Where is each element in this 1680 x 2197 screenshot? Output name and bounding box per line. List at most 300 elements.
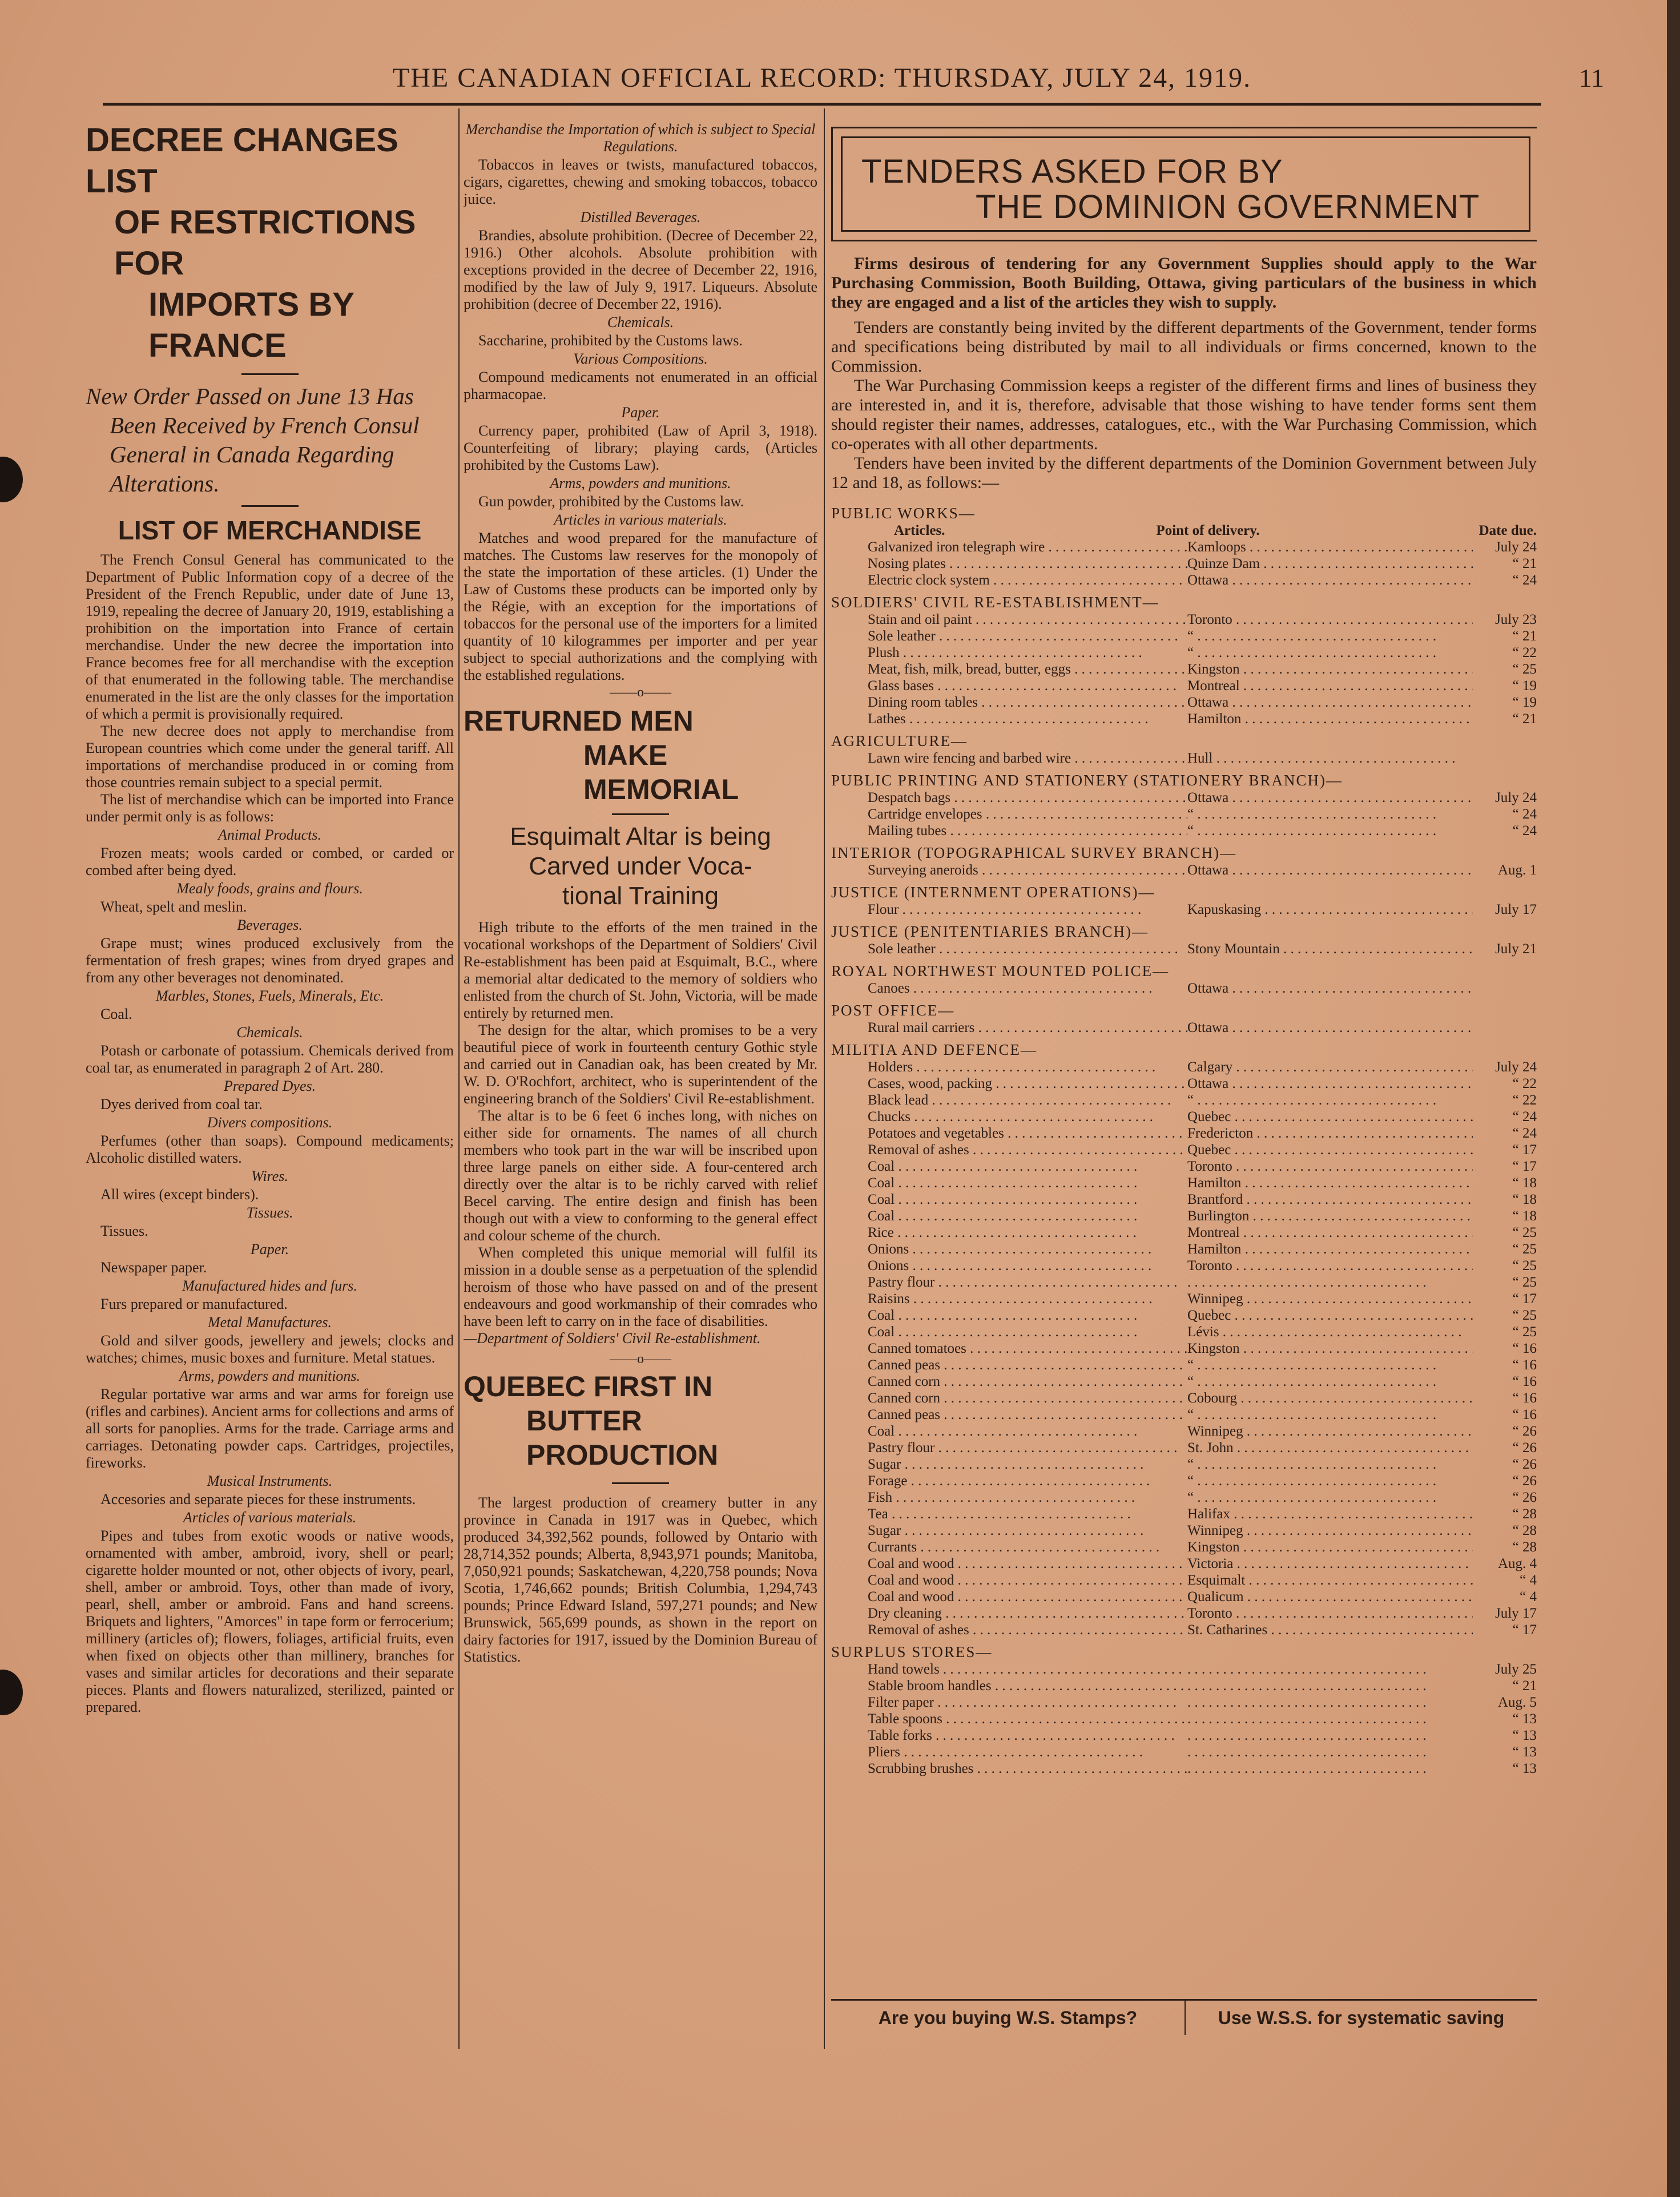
tender-article [831, 1760, 1187, 1777]
tender-article [831, 661, 1187, 678]
tender-section-heading: MILITIA AND DEFENCE— [831, 1041, 1037, 1058]
tender-point [1187, 1572, 1473, 1589]
tender-row [831, 1572, 1537, 1589]
tender-article-text: Galvanized iron telegraph wire [868, 539, 1045, 555]
tender-section-heading: PUBLIC PRINTING AND STATIONERY (STATIONERY BRANCH)— [831, 772, 1343, 789]
punch-hole [0, 1670, 23, 1715]
tender-point-text: Montreal [1187, 1225, 1240, 1240]
tender-date: “ 22 [1512, 645, 1537, 660]
tender-date [1473, 980, 1537, 997]
tender-article-text: Coal [868, 1159, 895, 1174]
tender-point-text: Hamilton [1187, 1241, 1242, 1257]
tender-date: “ 25 [1512, 1275, 1537, 1290]
tender-date: “ 22 [1512, 1076, 1537, 1091]
tender-point-text: “ [1187, 1357, 1194, 1373]
tender-point-text: Fredericton [1187, 1126, 1254, 1141]
tender-date: “ 25 [1512, 1241, 1537, 1257]
tender-article [831, 1456, 1187, 1473]
tender-point-text: Ottawa [1187, 573, 1229, 588]
tender-point [1187, 1539, 1473, 1555]
decree-sections [86, 827, 454, 1716]
tender-point [1187, 1075, 1473, 1092]
tender-column-headers [831, 522, 1537, 539]
section-text: Furs prepared or manufactured. [100, 1296, 288, 1312]
tender-row [831, 1678, 1537, 1694]
tender-row [831, 901, 1537, 918]
tender-point [1187, 711, 1473, 727]
tender-point [1187, 539, 1473, 555]
tender-point [1187, 1307, 1473, 1324]
tender-point [1187, 1473, 1473, 1489]
section-text: Accesories and separate pieces for these instruments. [100, 1491, 416, 1507]
tender-point [1187, 1760, 1473, 1777]
tender-row [831, 678, 1537, 694]
tender-row [831, 711, 1537, 727]
tender-row [831, 1473, 1537, 1489]
tender-article [831, 711, 1187, 727]
tender-date: “ 13 [1512, 1728, 1537, 1743]
tender-article [831, 1158, 1187, 1175]
tender-point-text: “ [1187, 1457, 1194, 1472]
decree-paragraph: The French Consul General has communicated to the Department of Public Information copy of a decree of the President of the French Republic, under date of June 13, 1919, repealing the decree of January 20, 1919, establishing a prohibition on the importation into France of certain merchandise. Under the new decree the importation into France becomes free for all merchandise with the exception of that enumerated in the following table. The merchandise enumerated in the list are the only classes for the importation of which a permit is provisionally required. [86, 551, 454, 722]
tender-article-text: Coal and wood [868, 1573, 954, 1588]
tender-article-text: Cases, wood, packing [868, 1076, 993, 1091]
tender-date: “ 28 [1512, 1523, 1537, 1538]
tender-article [831, 1539, 1187, 1555]
tender-article-text: Sole leather [868, 628, 936, 644]
tender-point-text: “ [1187, 1407, 1194, 1422]
tender-row [831, 1456, 1537, 1473]
footer-right: Use W.S.S. for systematic saving [1218, 2007, 1505, 2028]
tender-row [831, 1489, 1537, 1506]
headline-rule [612, 1482, 669, 1484]
tender-section-heading: JUSTICE (PENITENTIARIES BRANCH)— [831, 923, 1149, 940]
tender-article [831, 1406, 1187, 1423]
section-heading: Marbles, Stones, Fuels, Minerals, Etc. [155, 987, 384, 1004]
tender-section-heading: JUSTICE (INTERNMENT OPERATIONS)— [831, 884, 1155, 901]
section-text: Matches and wood prepared for the manufacture of matches. The Customs law reserves for the monopoly of the state the importation of these articles. (1) Under the Law of Customs these products can be imported only by the Régie, with an exception for the importations of tobaccos for the personal use of the importers for a limited quantity of 10 kilogrammes per importer and per year subject to special authorizations and the complying with the established regulations. [464, 530, 817, 683]
tender-date: “ 28 [1512, 1506, 1537, 1522]
divider: ——o—— [610, 685, 671, 700]
tender-article-text: Despatch bags [868, 790, 951, 805]
deck-rule [241, 505, 299, 507]
tender-point-text: “ [1187, 1473, 1194, 1489]
tender-point [1187, 750, 1473, 767]
col-date: Date due. [1478, 523, 1537, 538]
special-regulations [464, 121, 817, 684]
tender-row [831, 644, 1537, 661]
tender-point [1187, 789, 1473, 806]
section-text: Wheat, spelt and meslin. [100, 898, 247, 915]
tender-date: “ 17 [1512, 1159, 1537, 1174]
tender-point [1187, 862, 1473, 878]
tender-point [1187, 1357, 1473, 1373]
tender-date: “ 21 [1512, 556, 1537, 571]
tender-date: “ 16 [1512, 1357, 1537, 1373]
tender-row [831, 572, 1537, 588]
tender-article-text: Scrubbing brushes [868, 1761, 974, 1776]
tender-article-text: Table spoons [868, 1711, 942, 1727]
tender-date: “ 21 [1512, 711, 1537, 727]
tender-point [1187, 901, 1473, 918]
tender-point [1187, 661, 1473, 678]
tender-row [831, 1589, 1537, 1605]
tender-article [831, 750, 1187, 767]
tender-article-text: Currants [868, 1539, 917, 1555]
section-text: Grape must; wines produced exclusively from the fermentation of fresh grapes; wines from dryed grapes and from any other beverages not denominated. [86, 935, 454, 986]
tender-date: July 25 [1495, 1662, 1537, 1677]
tender-point-text: Kingston [1187, 662, 1240, 677]
tender-article-text: Holders [868, 1059, 913, 1075]
section-text: Gold and silver goods, jewellery and jewels; clocks and watches; chimes, music boxes and furniture. Metal statues. [86, 1332, 454, 1366]
tender-point-text: Ottawa [1187, 790, 1229, 805]
tender-article [831, 1075, 1187, 1092]
decree-paragraph: The new decree does not apply to merchandise from European countries which come under the general tariff. All importations of merchandise produced in or coming from those countries remain subject to a special permit. [86, 723, 454, 791]
tender-point-text: Kingston [1187, 1341, 1240, 1356]
section-text: Brandies, absolute prohibition. (Decree of December 22, 1916.) Other alcohols. Absolute prohibition with exceptions provided in the decree of December 22, 1916, modified by the law of July 9, 1917. Liqueurs. Absolute prohibition (decree of December 22, 1916). [464, 227, 817, 312]
tender-point [1187, 1340, 1473, 1357]
tender-article [831, 789, 1187, 806]
tender-article-text: Removal of ashes [868, 1622, 969, 1638]
tender-article-text: Canned peas [868, 1357, 941, 1373]
section-text: Dyes derived from coal tar. [100, 1096, 263, 1112]
tender-section-heading: SOLDIERS' CIVIL RE-ESTABLISHMENT— [831, 594, 1159, 611]
tender-article-text: Filter paper [868, 1695, 934, 1710]
tender-point-text: Winnipeg [1187, 1291, 1243, 1307]
tender-point [1187, 678, 1473, 694]
tender-row [831, 1125, 1537, 1142]
tenders-paragraph: The War Purchasing Commission keeps a register of the different firms and lines of business they are interested in, and it is, therefore, advisable that those wishing to have tender forms sent them should register their names, addresses, catalogues, etc., with the War Purchasing Commission, which co-operates with all other departments. [831, 376, 1537, 453]
tender-point-text: “ [1187, 1374, 1194, 1389]
masthead-rule [103, 103, 1541, 106]
tender-row [831, 1075, 1537, 1092]
footer-left: Are you buying W.S. Stamps? [831, 2001, 1186, 2035]
tender-row [831, 1539, 1537, 1555]
column-tenders [831, 120, 1537, 2061]
tender-article [831, 678, 1187, 694]
tender-article [831, 1108, 1187, 1125]
tender-point [1187, 611, 1473, 628]
tender-date: “ 17 [1512, 1142, 1537, 1158]
tender-article [831, 628, 1187, 644]
tender-point-text: Kapuskasing [1187, 902, 1262, 917]
tender-point [1187, 1208, 1473, 1224]
tender-article [831, 1257, 1187, 1274]
tender-article-text: Potatoes and vegetables [868, 1126, 1004, 1141]
tender-article-text: Coal and wood [868, 1589, 954, 1605]
tender-date: July 17 [1495, 902, 1537, 917]
tender-article [831, 1291, 1187, 1307]
column-rule [824, 108, 825, 2049]
tender-article [831, 694, 1187, 711]
tender-date: Aug. 4 [1497, 1556, 1537, 1571]
section-text: Tobaccos in leaves or twists, manufactured tobaccos, cigars, cigarettes, chewing and smoking tobaccos, tobacco juice. [464, 156, 817, 207]
tender-article-text: Pliers [868, 1744, 900, 1760]
tender-point [1187, 823, 1473, 839]
tender-date: “ 19 [1512, 678, 1537, 694]
tender-section-heading: AGRICULTURE— [831, 732, 968, 749]
tender-point [1187, 1324, 1473, 1340]
tender-article-text: Cartridge envelopes [868, 807, 982, 822]
tender-row [831, 1092, 1537, 1108]
tender-article [831, 1274, 1187, 1291]
tender-date: “ 16 [1512, 1341, 1537, 1356]
tender-point [1187, 1711, 1473, 1727]
tender-point-text: Kingston [1187, 1539, 1240, 1555]
tender-article [831, 644, 1187, 661]
tender-article [831, 1307, 1187, 1324]
quebec-headline: QUEBEC FIRST IN BUTTER PRODUCTION [464, 1370, 719, 1471]
tender-point-text: Quebec [1187, 1308, 1231, 1323]
tender-date: “ 26 [1512, 1490, 1537, 1505]
returned-credit: —Department of Soldiers' Civil Re-establishment. [464, 1330, 761, 1347]
tender-section-heading: POST OFFICE— [831, 1002, 955, 1019]
tender-date: “ 17 [1512, 1291, 1537, 1307]
col-point: Point of delivery. [1156, 523, 1260, 538]
tender-article [831, 1092, 1187, 1108]
tender-point [1187, 980, 1473, 997]
section-text: Compound medicaments not enumerated in an official pharmacopae. [464, 369, 817, 402]
tender-point-text: Toronto [1187, 612, 1232, 627]
decree-deck: New Order Passed on June 13 Has Been Received by French Consul General in Canada Regarding Alterations. [86, 383, 420, 497]
tenders-paragraph: Tenders are constantly being invited by the different departments of the Government, tender forms and specifications being distributed by mail to all individuals or firms concerned, known to the Commission. [831, 318, 1537, 376]
tender-row [831, 862, 1537, 878]
tender-article [831, 1440, 1187, 1456]
tender-row [831, 1208, 1537, 1224]
tender-point-text: Toronto [1187, 1159, 1232, 1174]
tender-point-text: “ [1187, 1093, 1194, 1108]
tender-row [831, 1390, 1537, 1406]
tender-point-text: Quinze Dam [1187, 556, 1260, 571]
tender-article [831, 1390, 1187, 1406]
tender-point [1187, 1406, 1473, 1423]
section-heading: Musical Instruments. [207, 1473, 333, 1489]
tender-article-text: Surveying aneroids [868, 862, 978, 878]
tender-point [1187, 1423, 1473, 1440]
tender-point-text: Esquimalt [1187, 1573, 1246, 1588]
section-heading: Articles of various materials. [183, 1509, 357, 1526]
tender-article-text: Pastry flour [868, 1440, 935, 1456]
tender-row [831, 806, 1537, 823]
tender-article-text: Coal [868, 1192, 895, 1207]
tender-row [831, 1605, 1537, 1622]
tenders-intro [831, 318, 1537, 493]
tender-point [1187, 1589, 1473, 1605]
tender-date: “ 16 [1512, 1407, 1537, 1422]
tender-point [1187, 1622, 1473, 1638]
section-heading: Arms, powders and munitions. [550, 475, 731, 491]
tender-row [831, 1191, 1537, 1208]
tender-point-text: “ [1187, 645, 1194, 660]
tender-date: “ 26 [1512, 1457, 1537, 1472]
tender-date: “ 18 [1512, 1192, 1537, 1207]
tender-point-text: St. John [1187, 1440, 1234, 1456]
tender-point-text: “ [1187, 1490, 1194, 1505]
tender-point [1187, 1373, 1473, 1390]
tender-article [831, 1605, 1187, 1622]
tender-article-text: Sole leather [868, 941, 936, 957]
tender-date: “ 24 [1512, 1126, 1537, 1141]
tender-point [1187, 1142, 1473, 1158]
tender-row [831, 1274, 1537, 1291]
tender-point-text: Burlington [1187, 1208, 1250, 1224]
tender-point [1187, 1059, 1473, 1075]
tender-article-text: Canned corn [868, 1374, 941, 1389]
tender-article-text: Sugar [868, 1523, 901, 1538]
tender-point-text: Toronto [1187, 1606, 1232, 1621]
tender-article-text: Rural mail carriers [868, 1020, 975, 1035]
section-heading: Arms, powders and munitions. [179, 1368, 361, 1384]
tender-point-text: St. Catharines [1187, 1622, 1268, 1638]
tender-row [831, 611, 1537, 628]
tender-date: “ 26 [1512, 1440, 1537, 1456]
section-heading: Tissues. [246, 1204, 293, 1221]
tender-row [831, 1019, 1537, 1036]
column-decree [86, 120, 454, 2049]
tender-date: “ 25 [1512, 1308, 1537, 1323]
tender-date: “ 28 [1512, 1539, 1537, 1555]
tender-article [831, 1572, 1187, 1589]
tender-date: “ 16 [1512, 1374, 1537, 1389]
tender-article-text: Canoes [868, 981, 910, 996]
tender-point [1187, 1456, 1473, 1473]
tender-point-text: Hamilton [1187, 1175, 1242, 1191]
tender-article-text: Canned corn [868, 1390, 941, 1406]
tender-row [831, 1760, 1537, 1777]
tenders-intro-bold: Firms desirous of tendering for any Government Supplies should apply to the War Purchasing Commission, Booth Building, Ottawa, giving particulars of the business in which they are engaged and a list of the articles they wish to supply. [831, 254, 1537, 312]
tender-point [1187, 1605, 1473, 1622]
tender-date: July 24 [1495, 790, 1537, 805]
tender-row [831, 1307, 1537, 1324]
section-heading: Paper. [621, 404, 660, 421]
tender-point [1187, 1506, 1473, 1522]
section-heading: Manufactured hides and furs. [182, 1277, 357, 1294]
tender-article-text: Lathes [868, 711, 906, 727]
tender-row [831, 1711, 1537, 1727]
tender-date: “ 21 [1512, 1678, 1537, 1694]
tender-row [831, 1555, 1537, 1572]
tender-article [831, 1340, 1187, 1357]
tender-point [1187, 1678, 1473, 1694]
tender-point [1187, 1019, 1473, 1036]
tender-date: July 17 [1495, 1606, 1537, 1621]
tender-point [1187, 1108, 1473, 1125]
tender-point [1187, 1489, 1473, 1506]
tender-date: “ 16 [1512, 1390, 1537, 1406]
tender-article-text: Coal [868, 1208, 895, 1224]
tender-point-text: Cobourg [1187, 1390, 1238, 1406]
returned-paragraph: The design for the altar, which promises to be a very beautiful piece of work in fourteenth century Gothic style and carried out in Canadian oak, has been created by Mr. W. D. O'Rochfort, architect, who is superintendent of the engineering branch of the Soldiers' Civil Re-establishment. [464, 1022, 817, 1107]
section-heading: Articles in various materials. [554, 511, 727, 528]
tender-article [831, 823, 1187, 839]
tender-row [831, 1661, 1537, 1678]
tender-row [831, 1257, 1537, 1274]
tender-point-text: Lévis [1187, 1324, 1219, 1340]
tender-point-text: “ [1187, 628, 1194, 644]
tender-point-text: Ottawa [1187, 862, 1229, 878]
section-heading: Beverages. [237, 917, 303, 933]
punch-hole [0, 457, 23, 502]
tender-point-text: Victoria [1187, 1556, 1234, 1571]
tender-article [831, 941, 1187, 957]
returned-headline: RETURNED MEN MAKE MEMORIAL [464, 705, 739, 805]
tender-article [831, 1224, 1187, 1241]
tender-article-text: Tea [868, 1506, 888, 1522]
tender-point-text: “ [1187, 807, 1194, 822]
col-articles: Articles. [894, 523, 945, 538]
tender-row [831, 661, 1537, 678]
tender-article-text: Meat, fish, milk, bread, butter, eggs [868, 662, 1071, 677]
tender-row [831, 1406, 1537, 1423]
tender-row [831, 980, 1537, 997]
tender-article [831, 555, 1187, 572]
sub-headline: LIST OF MERCHANDISE [118, 515, 422, 545]
section-heading: Mealy foods, grains and flours. [176, 880, 363, 897]
section-text: Perfumes (other than soaps). Compound medicaments; Alcoholic distilled waters. [86, 1132, 454, 1166]
section-text: Regular portative war arms and war arms for foreign use (rifles and carbines). Ancient arms for collections and arms of all sorts for panoplies. Arms for the trade. Carriage arms and carriages. Detonating powder caps. Cartridges, projectiles, fireworks. [86, 1386, 454, 1471]
tender-date: July 23 [1495, 612, 1537, 627]
tender-row [831, 941, 1537, 957]
tender-point-text: Ottawa [1187, 981, 1229, 996]
tender-date [1473, 1019, 1537, 1036]
masthead-title: THE CANADIAN OFFICIAL RECORD: THURSDAY, JULY 24, 1919. [392, 63, 1252, 93]
tender-article [831, 611, 1187, 628]
tender-row [831, 1324, 1537, 1340]
tender-point [1187, 806, 1473, 823]
tender-article-text: Lawn wire fencing and barbed wire [868, 751, 1071, 766]
tender-article [831, 1744, 1187, 1760]
tender-article [831, 1727, 1187, 1744]
tender-article-text: Black lead [868, 1093, 929, 1108]
tender-date: “ 25 [1512, 1258, 1537, 1273]
tender-article [831, 1208, 1187, 1224]
tender-point-text: Qualicum [1187, 1589, 1244, 1605]
tender-point [1187, 1125, 1473, 1142]
section-heading: Prepared Dyes. [223, 1078, 316, 1094]
tender-article-text: Fish [868, 1490, 893, 1505]
tender-date: “ 22 [1512, 1093, 1537, 1108]
tender-row [831, 1506, 1537, 1522]
tender-date: “ 24 [1512, 1109, 1537, 1124]
section-text: Currency paper, prohibited (Law of April 3, 1918). Counterfeiting of library; playing cards, (Articles prohibited by the Customs Law). [464, 422, 817, 473]
decree-body [86, 551, 454, 825]
section-heading: Chemicals. [236, 1024, 303, 1041]
tender-article-text: Coal [868, 1308, 895, 1323]
tender-row [831, 1373, 1537, 1390]
section-heading: Various Compositions. [573, 350, 708, 367]
tender-point-text: “ [1187, 823, 1194, 839]
tender-point [1187, 1440, 1473, 1456]
tender-date: “ 26 [1512, 1424, 1537, 1439]
tender-article [831, 1357, 1187, 1373]
tender-article-text: Onions [868, 1241, 909, 1257]
tender-date: July 24 [1495, 1059, 1537, 1075]
tender-article [831, 1019, 1187, 1036]
section-heading: Chemicals. [607, 314, 674, 330]
tender-point-text: Hull [1187, 751, 1213, 766]
tender-date: “ 21 [1512, 628, 1537, 644]
column-rule [458, 108, 460, 2049]
section-heading: Divers compositions. [207, 1114, 333, 1131]
tender-article [831, 1555, 1187, 1572]
tenders-title-line1: TENDERS ASKED FOR BY [861, 153, 1283, 190]
tender-point [1187, 694, 1473, 711]
tender-date: “ 13 [1512, 1761, 1537, 1776]
tender-section-heading: ROYAL NORTHWEST MOUNTED POLICE— [831, 962, 1170, 979]
tender-article [831, 1589, 1187, 1605]
section-heading: Merchandise the Importation of which is subject to Special Regulations. [465, 121, 816, 155]
returned-paragraph: When completed this unique memorial will fulfil its mission in a double sense as a perpetuation of the splendid heroism of those who have passed on and of the present endeavours and good workmanship of their comrades who have been left to carry on in the face of disabilities. [464, 1244, 817, 1329]
